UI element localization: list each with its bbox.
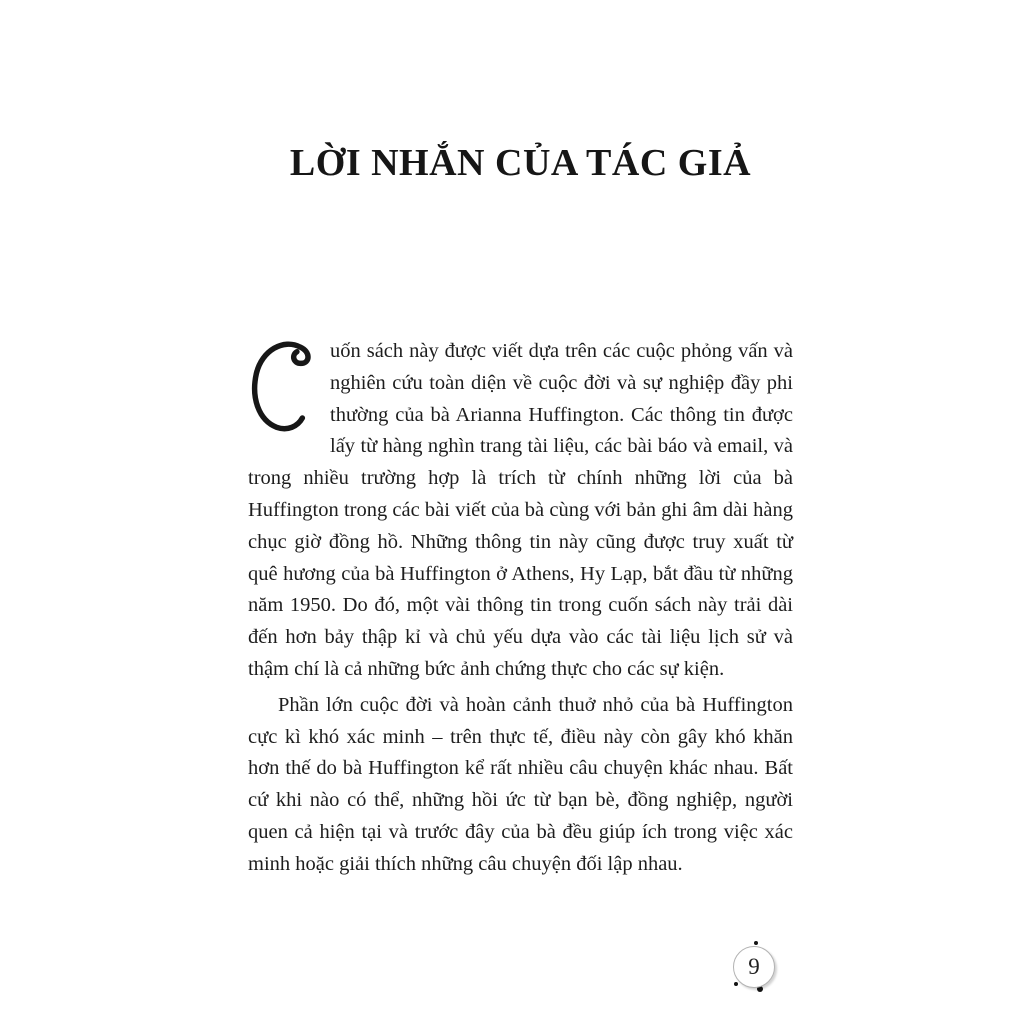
paragraph-2: Phần lớn cuộc đời và hoàn cảnh thuở nhỏ của bà Huffington cực kì khó xác minh – trên thực tế, điều này còn gây khó khăn hơn thế do bà Huffington kể rất nhiều câu chuyện khác nhau. Bất cứ khi nào có thể, những hồi ức từ bạn bè, đồng nghiệp, người quen cả hiện tại và trước đây của bà đều giúp ích trong việc xác minh hoặc giải thích những câu chuyện đối lập nhau. <box>248 693 793 875</box>
drop-cap-letter <box>248 432 249 433</box>
drop-cap <box>248 340 324 432</box>
paragraph-1-text: uốn sách này được viết dựa trên các cuộc phỏng vấn và nghiên cứu toàn diện về cuộc đời và sự nghiệp đầy phi thường của bà Arianna Huffington. Các thông tin được lấy từ hàng nghìn trang tài liệu, các bài báo và email, và trong nhiều trường hợp là trích từ chính những lời của bà Huffington trong các bài viết của bà cùng với bản ghi âm dài hàng chục giờ đồng hồ. Những thông tin này cũng được truy xuất từ quê hương của bà Huffington ở Athens, Hy Lạp, bắt đầu từ những năm 1950. Do đó, một vài thông tin trong cuốn sách này trải dài đến hơn bảy thập kỉ và chủ yếu dựa vào các tài liệu lịch sử và thậm chí là cả những bức ảnh chứng thực cho các sự kiện. <box>248 340 793 680</box>
page-number-ornament <box>726 936 786 996</box>
ornament-dot-top <box>754 941 758 945</box>
page-number: 9 <box>748 954 760 979</box>
page-title: LỜI NHẮN CỦA TÁC GIẢ <box>289 142 752 184</box>
body-text-block <box>248 336 793 881</box>
paragraph-1 <box>248 336 793 686</box>
drop-cap-c-glyph <box>248 340 324 432</box>
page-number-circle <box>733 946 775 988</box>
ornament-dot-left <box>734 982 738 986</box>
